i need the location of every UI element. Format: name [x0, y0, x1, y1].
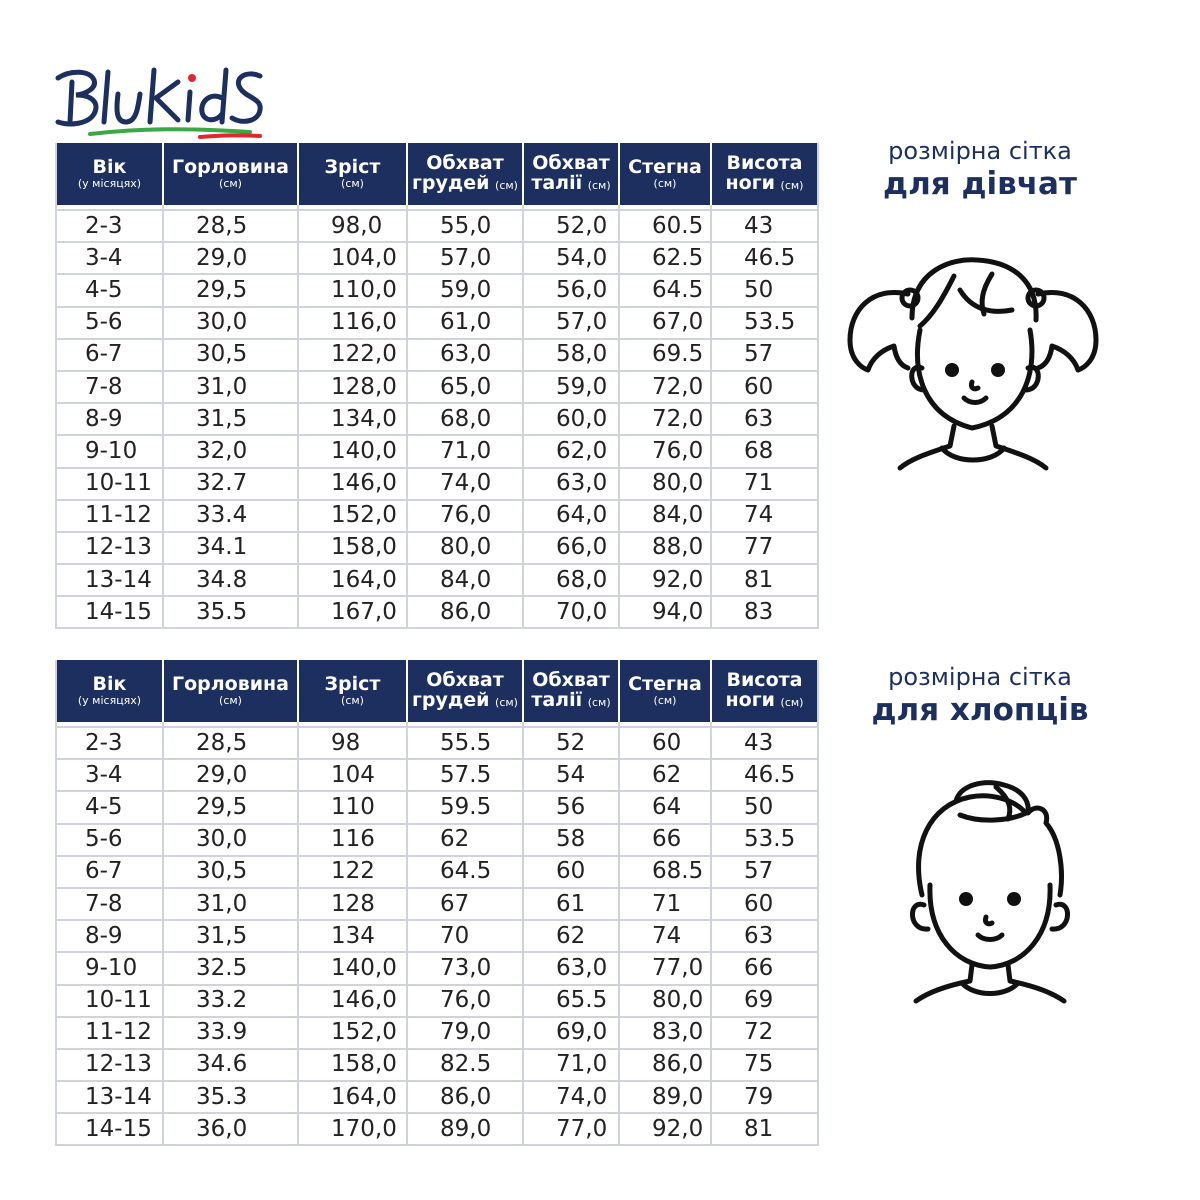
table-cell: 140,0 — [298, 435, 407, 467]
table-cell: 68.5 — [619, 856, 711, 888]
column-header-title: Обхват — [532, 669, 610, 692]
table-cell: 146,0 — [298, 985, 407, 1017]
table-cell: 46.5 — [711, 242, 818, 274]
column-header — [523, 660, 619, 722]
table-cell: 62.5 — [619, 242, 711, 274]
table-row — [56, 888, 818, 920]
table-cell: 77,0 — [619, 952, 711, 984]
table-cell: 12-13 — [56, 532, 163, 564]
column-header-title: Обхват — [426, 152, 504, 175]
table-cell: 54 — [523, 759, 619, 791]
table-cell: 86,0 — [407, 596, 523, 628]
table-cell: 57,0 — [407, 242, 523, 274]
table-cell: 63,0 — [407, 339, 523, 371]
table-cell: 80,0 — [619, 468, 711, 500]
table-cell: 64 — [619, 791, 711, 823]
table-cell: 30,0 — [163, 307, 298, 339]
column-header — [163, 143, 298, 205]
table-cell: 60.5 — [619, 210, 711, 242]
table-cell: 31,5 — [163, 403, 298, 435]
table-row — [56, 920, 818, 952]
table-row — [56, 1049, 818, 1081]
table-cell: 74,0 — [523, 1081, 619, 1113]
table-row — [56, 532, 818, 564]
table-cell: 52 — [523, 727, 619, 759]
table-cell: 63,0 — [523, 468, 619, 500]
column-header-title: Обхват — [532, 152, 610, 175]
table-cell: 33.9 — [163, 1017, 298, 1049]
column-header-unit: (у місяцях) — [77, 694, 142, 708]
table-cell: 65,0 — [407, 371, 523, 403]
table-header-row — [56, 143, 818, 205]
column-header-title-line2: грудей — [412, 172, 490, 194]
table-cell: 122,0 — [298, 339, 407, 371]
table-row — [56, 403, 818, 435]
girls-caption — [850, 137, 1110, 203]
table-cell: 64.5 — [619, 274, 711, 306]
column-header-title: Висота — [726, 669, 803, 692]
table-cell: 84,0 — [619, 500, 711, 532]
table-cell: 86,0 — [619, 1049, 711, 1081]
column-header — [523, 143, 619, 205]
table-cell: 30,0 — [163, 824, 298, 856]
column-header-unit: (см) — [780, 179, 804, 192]
table-cell: 74,0 — [407, 468, 523, 500]
table-cell: 12-13 — [56, 1049, 163, 1081]
column-header — [619, 143, 711, 205]
column-header-title: Вік — [92, 156, 127, 179]
table-row — [56, 371, 818, 403]
table-cell: 77,0 — [523, 1113, 619, 1145]
table-cell: 14-15 — [56, 596, 163, 628]
table-cell: 50 — [711, 274, 818, 306]
table-cell: 63 — [711, 403, 818, 435]
column-header — [298, 660, 407, 722]
table-cell: 76,0 — [407, 985, 523, 1017]
table-cell: 62 — [407, 824, 523, 856]
boys-table-body — [56, 722, 818, 1145]
table-cell: 61 — [523, 888, 619, 920]
table-cell: 46.5 — [711, 759, 818, 791]
table-cell: 10-11 — [56, 985, 163, 1017]
table-cell: 73,0 — [407, 952, 523, 984]
table-cell: 14-15 — [56, 1113, 163, 1145]
table-cell: 58 — [523, 824, 619, 856]
column-header-unit: (см) — [341, 177, 364, 191]
column-header-title: Горловина — [171, 673, 289, 696]
boys-caption-line1: розмірна сітка — [888, 663, 1072, 691]
table-cell: 64.5 — [407, 856, 523, 888]
table-cell: 10-11 — [56, 468, 163, 500]
table-row — [56, 1081, 818, 1113]
table-cell: 57 — [711, 339, 818, 371]
table-cell: 104,0 — [298, 242, 407, 274]
table-cell: 62 — [619, 759, 711, 791]
table-cell: 60 — [619, 727, 711, 759]
table-cell: 63,0 — [523, 952, 619, 984]
column-header — [619, 660, 711, 722]
table-cell: 66,0 — [523, 532, 619, 564]
column-header-unit: (см) — [495, 696, 518, 709]
table-cell: 92,0 — [619, 1113, 711, 1145]
column-header-title-line2: талії — [531, 172, 583, 194]
table-cell: 69,0 — [523, 1017, 619, 1049]
table-cell: 9-10 — [56, 952, 163, 984]
blukids-logo-icon — [50, 48, 280, 144]
table-cell: 56 — [523, 791, 619, 823]
table-cell: 89,0 — [407, 1113, 523, 1145]
table-cell: 62 — [523, 920, 619, 952]
boys-caption-line2: для хлопців — [871, 691, 1089, 728]
table-cell: 75 — [711, 1049, 818, 1081]
column-header-title: Висота — [726, 152, 803, 175]
table-cell: 134 — [298, 920, 407, 952]
table-cell: 9-10 — [56, 435, 163, 467]
table-row — [56, 500, 818, 532]
table-cell: 72,0 — [619, 371, 711, 403]
column-header-title: Стегна — [628, 673, 702, 696]
column-header — [298, 143, 407, 205]
table-cell: 72,0 — [619, 403, 711, 435]
table-cell: 56,0 — [523, 274, 619, 306]
boys-size-table — [55, 660, 819, 1146]
column-header-unit: (см) — [780, 696, 804, 709]
table-cell: 7-8 — [56, 371, 163, 403]
column-header-unit: (у місяцях) — [77, 177, 142, 191]
column-header-title: Стегна — [628, 156, 702, 179]
girls-size-table — [55, 143, 819, 629]
table-cell: 76,0 — [619, 435, 711, 467]
table-cell: 110 — [298, 791, 407, 823]
table-cell: 35.3 — [163, 1081, 298, 1113]
column-header-title: Горловина — [171, 156, 289, 179]
table-cell: 8-9 — [56, 403, 163, 435]
table-cell: 92,0 — [619, 564, 711, 596]
table-cell: 81 — [711, 1113, 818, 1145]
table-cell: 4-5 — [56, 791, 163, 823]
table-cell: 86,0 — [407, 1081, 523, 1113]
table-cell: 5-6 — [56, 307, 163, 339]
table-cell: 98 — [298, 727, 407, 759]
column-header-title: Вік — [92, 673, 127, 696]
table-cell: 8-9 — [56, 920, 163, 952]
table-cell: 2-3 — [56, 727, 163, 759]
table-cell: 4-5 — [56, 274, 163, 306]
table-row — [56, 242, 818, 274]
table-cell: 57.5 — [407, 759, 523, 791]
column-header-unit: (см) — [587, 179, 611, 192]
table-cell: 167,0 — [298, 596, 407, 628]
table-cell: 34.1 — [163, 532, 298, 564]
table-cell: 84,0 — [407, 564, 523, 596]
table-cell: 32.7 — [163, 468, 298, 500]
table-cell: 70 — [407, 920, 523, 952]
table-cell: 110,0 — [298, 274, 407, 306]
table-cell: 5-6 — [56, 824, 163, 856]
column-header — [56, 660, 163, 722]
table-cell: 80,0 — [407, 532, 523, 564]
table-cell: 83 — [711, 596, 818, 628]
table-cell: 54,0 — [523, 242, 619, 274]
table-cell: 31,0 — [163, 888, 298, 920]
table-cell: 60,0 — [523, 403, 619, 435]
table-row — [56, 856, 818, 888]
column-header — [163, 660, 298, 722]
table-cell: 11-12 — [56, 500, 163, 532]
table-cell: 134,0 — [298, 403, 407, 435]
girls-caption-line1: розмірна сітка — [888, 137, 1072, 165]
table-cell: 146,0 — [298, 468, 407, 500]
table-cell: 68 — [711, 435, 818, 467]
table-row — [56, 339, 818, 371]
table-cell: 29,5 — [163, 791, 298, 823]
table-cell: 66 — [619, 824, 711, 856]
table-cell: 71,0 — [407, 435, 523, 467]
table-cell: 88,0 — [619, 532, 711, 564]
table-cell: 158,0 — [298, 532, 407, 564]
boy-face-icon — [900, 775, 1080, 1005]
table-cell: 35.5 — [163, 596, 298, 628]
column-header-title-line2: ноги — [725, 689, 775, 711]
column-header — [56, 143, 163, 205]
table-cell: 164,0 — [298, 1081, 407, 1113]
table-cell: 152,0 — [298, 1017, 407, 1049]
table-cell: 69.5 — [619, 339, 711, 371]
table-cell: 72 — [711, 1017, 818, 1049]
table-cell: 29,5 — [163, 274, 298, 306]
column-header — [407, 143, 523, 205]
table-cell: 60 — [711, 371, 818, 403]
table-cell: 59,0 — [523, 371, 619, 403]
table-cell: 29,0 — [163, 242, 298, 274]
table-cell: 55.5 — [407, 727, 523, 759]
girls-caption-line2: для дівчат — [883, 165, 1077, 202]
table-cell: 55,0 — [407, 210, 523, 242]
table-cell: 43 — [711, 210, 818, 242]
table-cell: 6-7 — [56, 856, 163, 888]
table-cell: 53.5 — [711, 824, 818, 856]
table-cell: 13-14 — [56, 1081, 163, 1113]
table-cell: 68,0 — [407, 403, 523, 435]
table-cell: 77 — [711, 532, 818, 564]
table-cell: 30,5 — [163, 339, 298, 371]
table-cell: 164,0 — [298, 564, 407, 596]
table-row — [56, 952, 818, 984]
boys-caption — [850, 663, 1110, 729]
table-cell: 89,0 — [619, 1081, 711, 1113]
table-cell: 158,0 — [298, 1049, 407, 1081]
table-cell: 122 — [298, 856, 407, 888]
column-header — [711, 143, 818, 205]
table-cell: 59,0 — [407, 274, 523, 306]
table-cell: 79 — [711, 1081, 818, 1113]
table-row — [56, 985, 818, 1017]
table-cell: 29,0 — [163, 759, 298, 791]
table-row — [56, 564, 818, 596]
table-cell: 59.5 — [407, 791, 523, 823]
table-cell: 67 — [407, 888, 523, 920]
column-header — [407, 660, 523, 722]
table-cell: 30,5 — [163, 856, 298, 888]
table-cell: 32.5 — [163, 952, 298, 984]
column-header-unit: (см) — [653, 177, 677, 191]
table-row — [56, 596, 818, 628]
table-cell: 128,0 — [298, 371, 407, 403]
table-cell: 67,0 — [619, 307, 711, 339]
table-cell: 11-12 — [56, 1017, 163, 1049]
table-row — [56, 1113, 818, 1145]
table-cell: 2-3 — [56, 210, 163, 242]
table-cell: 33.4 — [163, 500, 298, 532]
column-header-title-line2: ноги — [725, 172, 775, 194]
column-header-unit: (см) — [219, 177, 242, 191]
column-header-unit: (см) — [587, 696, 611, 709]
column-header-title-line2: грудей — [412, 689, 490, 711]
table-cell: 79,0 — [407, 1017, 523, 1049]
girls-table-body — [56, 205, 818, 628]
table-cell: 94,0 — [619, 596, 711, 628]
table-cell: 58,0 — [523, 339, 619, 371]
table-cell: 3-4 — [56, 759, 163, 791]
table-cell: 71 — [711, 468, 818, 500]
table-row — [56, 435, 818, 467]
table-cell: 71 — [619, 888, 711, 920]
table-cell: 28,5 — [163, 210, 298, 242]
column-header-unit: (см) — [341, 694, 364, 708]
table-row — [56, 307, 818, 339]
column-header-unit: (см) — [219, 694, 242, 708]
table-cell: 69 — [711, 985, 818, 1017]
table-cell: 13-14 — [56, 564, 163, 596]
table-cell: 140,0 — [298, 952, 407, 984]
column-header-title-line2: талії — [531, 689, 583, 711]
table-row — [56, 759, 818, 791]
table-header-row — [56, 660, 818, 722]
column-header-title: Зріст — [324, 156, 381, 179]
table-cell: 170,0 — [298, 1113, 407, 1145]
table-cell: 3-4 — [56, 242, 163, 274]
table-row — [56, 727, 818, 759]
table-cell: 104 — [298, 759, 407, 791]
table-cell: 116,0 — [298, 307, 407, 339]
table-cell: 98,0 — [298, 210, 407, 242]
table-cell: 34.8 — [163, 564, 298, 596]
table-cell: 71,0 — [523, 1049, 619, 1081]
table-cell: 32,0 — [163, 435, 298, 467]
table-cell: 53.5 — [711, 307, 818, 339]
table-cell: 76,0 — [407, 500, 523, 532]
table-cell: 152,0 — [298, 500, 407, 532]
girl-face-icon — [842, 250, 1104, 475]
brand-logo — [50, 48, 280, 144]
table-cell: 6-7 — [56, 339, 163, 371]
table-row — [56, 468, 818, 500]
column-header — [711, 660, 818, 722]
table-cell: 57,0 — [523, 307, 619, 339]
table-cell: 33.2 — [163, 985, 298, 1017]
table-row — [56, 1017, 818, 1049]
table-cell: 31,5 — [163, 920, 298, 952]
table-cell: 7-8 — [56, 888, 163, 920]
table-cell: 68,0 — [523, 564, 619, 596]
table-cell: 82.5 — [407, 1049, 523, 1081]
table-cell: 128 — [298, 888, 407, 920]
table-row — [56, 791, 818, 823]
column-header-title: Зріст — [324, 673, 381, 696]
table-row — [56, 210, 818, 242]
table-cell: 36,0 — [163, 1113, 298, 1145]
table-cell: 28,5 — [163, 727, 298, 759]
table-cell: 52,0 — [523, 210, 619, 242]
table-cell: 70,0 — [523, 596, 619, 628]
table-cell: 57 — [711, 856, 818, 888]
table-cell: 64,0 — [523, 500, 619, 532]
column-header-unit: (см) — [495, 179, 518, 192]
table-cell: 60 — [523, 856, 619, 888]
table-row — [56, 274, 818, 306]
column-header-title: Обхват — [426, 669, 504, 692]
table-cell: 50 — [711, 791, 818, 823]
table-row — [56, 824, 818, 856]
column-header-unit: (см) — [653, 694, 677, 708]
table-cell: 81 — [711, 564, 818, 596]
table-cell: 63 — [711, 920, 818, 952]
table-cell: 31,0 — [163, 371, 298, 403]
table-cell: 80,0 — [619, 985, 711, 1017]
table-cell: 43 — [711, 727, 818, 759]
table-cell: 74 — [619, 920, 711, 952]
table-cell: 34.6 — [163, 1049, 298, 1081]
table-cell: 62,0 — [523, 435, 619, 467]
table-cell: 74 — [711, 500, 818, 532]
table-cell: 116 — [298, 824, 407, 856]
table-cell: 66 — [711, 952, 818, 984]
table-cell: 60 — [711, 888, 818, 920]
table-cell: 83,0 — [619, 1017, 711, 1049]
table-cell: 65.5 — [523, 985, 619, 1017]
table-cell: 61,0 — [407, 307, 523, 339]
